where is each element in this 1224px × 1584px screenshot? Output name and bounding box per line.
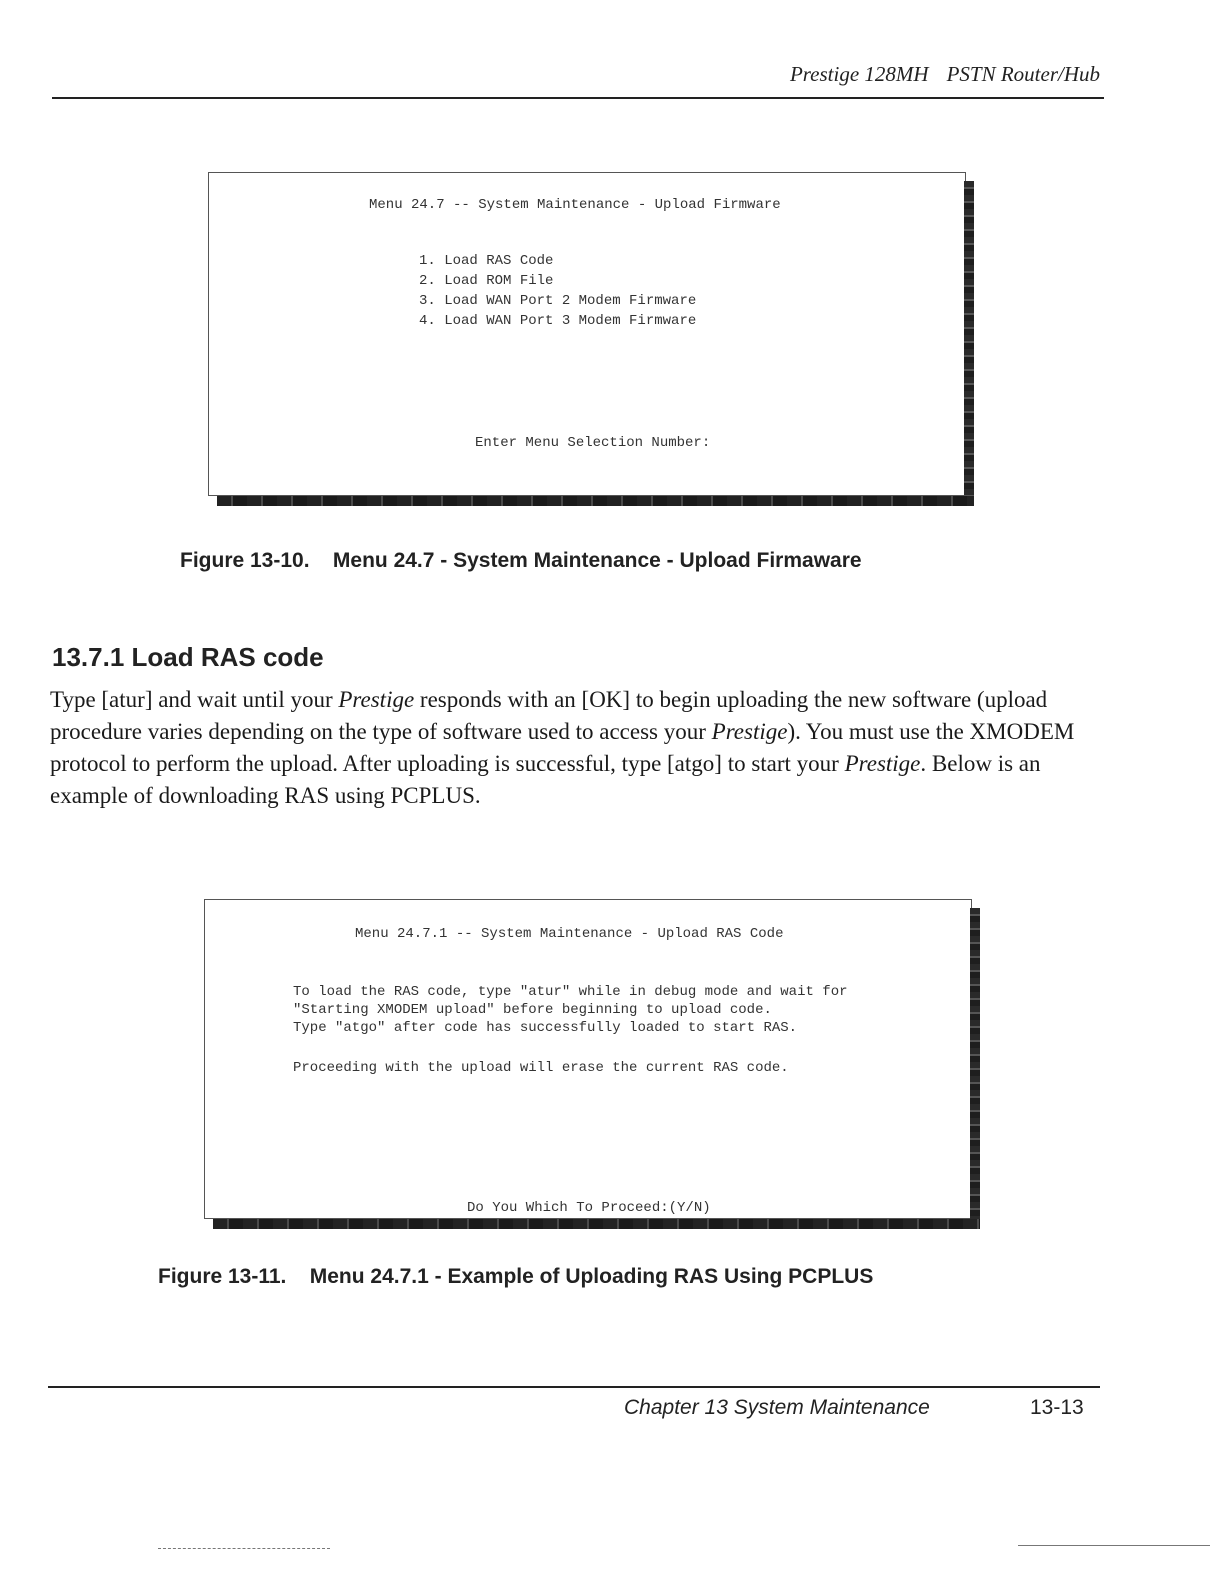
header-subtitle: PSTN Router/Hub <box>946 62 1100 86</box>
product-name-italic: Prestige <box>844 751 921 776</box>
footer-rule <box>48 1386 1100 1388</box>
paragraph-run: Type [atur] and wait until your <box>50 687 339 712</box>
running-header <box>790 62 1100 87</box>
figure-caption-13-11 <box>158 1265 873 1289</box>
figure-caption-13-10 <box>180 549 862 573</box>
instruction-line-2: "Starting XMODEM upload" before beginning to upload code. <box>293 1002 772 1018</box>
header-rule <box>52 97 1104 99</box>
instruction-line-3: Type "atgo" after code has successfully loaded to start RAS. <box>293 1020 798 1036</box>
product-name-italic: Prestige <box>711 719 788 744</box>
menu-item-load-rom-file: 2. Load ROM File <box>419 273 554 289</box>
screen-title: Menu 24.7 -- System Maintenance - Upload Firmware <box>369 197 781 213</box>
paragraph-run: . Below is an example of downloading RAS using PCPLUS. <box>50 751 1041 808</box>
screen-shadow-right <box>970 908 980 1227</box>
footer-chapter: Chapter 13 System Maintenance <box>624 1396 930 1419</box>
paragraph-run: responds with an [OK] to begin uploading the new software (upload procedure varies depending on the type of software used to access your <box>50 687 1048 744</box>
body-paragraph <box>50 684 1110 812</box>
scan-artifact-line <box>158 1548 330 1549</box>
footer-page-number: 13-13 <box>1030 1396 1084 1419</box>
product-name-italic: Prestige <box>338 687 415 712</box>
menu-item-load-ras-code: 1. Load RAS Code <box>419 253 554 269</box>
menu-item-load-wan-port-3: 4. Load WAN Port 3 Modem Firmware <box>419 313 697 329</box>
instruction-line-1: To load the RAS code, type "atur" while in debug mode and wait for <box>293 984 848 1000</box>
header-product: Prestige 128MH <box>789 62 929 86</box>
figure-number: Figure 13-11. <box>158 1265 287 1288</box>
screen-shadow-bottom <box>217 496 974 506</box>
proceed-prompt: Do You Which To Proceed:(Y/N) <box>467 1200 711 1216</box>
terminal-screen-upload-ras-code <box>204 899 972 1219</box>
section-heading: 13.7.1 Load RAS code <box>52 642 324 672</box>
figure-title: Menu 24.7.1 - Example of Uploading RAS Using PCPLUS <box>309 1265 874 1288</box>
figure-title: Menu 24.7 - System Maintenance - Upload Firmaware <box>332 549 862 572</box>
menu-selection-prompt: Enter Menu Selection Number: <box>475 435 711 451</box>
screen-shadow-right <box>964 181 974 504</box>
warning-line: Proceeding with the upload will erase the current RAS code. <box>293 1060 789 1076</box>
paragraph-text <box>50 684 1110 812</box>
screen-shadow-bottom <box>213 1219 980 1229</box>
scan-artifact-line <box>1018 1545 1210 1546</box>
paragraph-run: ). You must use the XMODEM protocol to perform the upload. After uploading is successful, type [atgo] to start your <box>50 719 1075 776</box>
figure-number: Figure 13-10. <box>180 549 310 572</box>
screen-title: Menu 24.7.1 -- System Maintenance - Upload RAS Code <box>355 926 784 942</box>
menu-item-load-wan-port-2: 3. Load WAN Port 2 Modem Firmware <box>419 293 697 309</box>
terminal-screen-upload-firmware <box>208 172 966 496</box>
